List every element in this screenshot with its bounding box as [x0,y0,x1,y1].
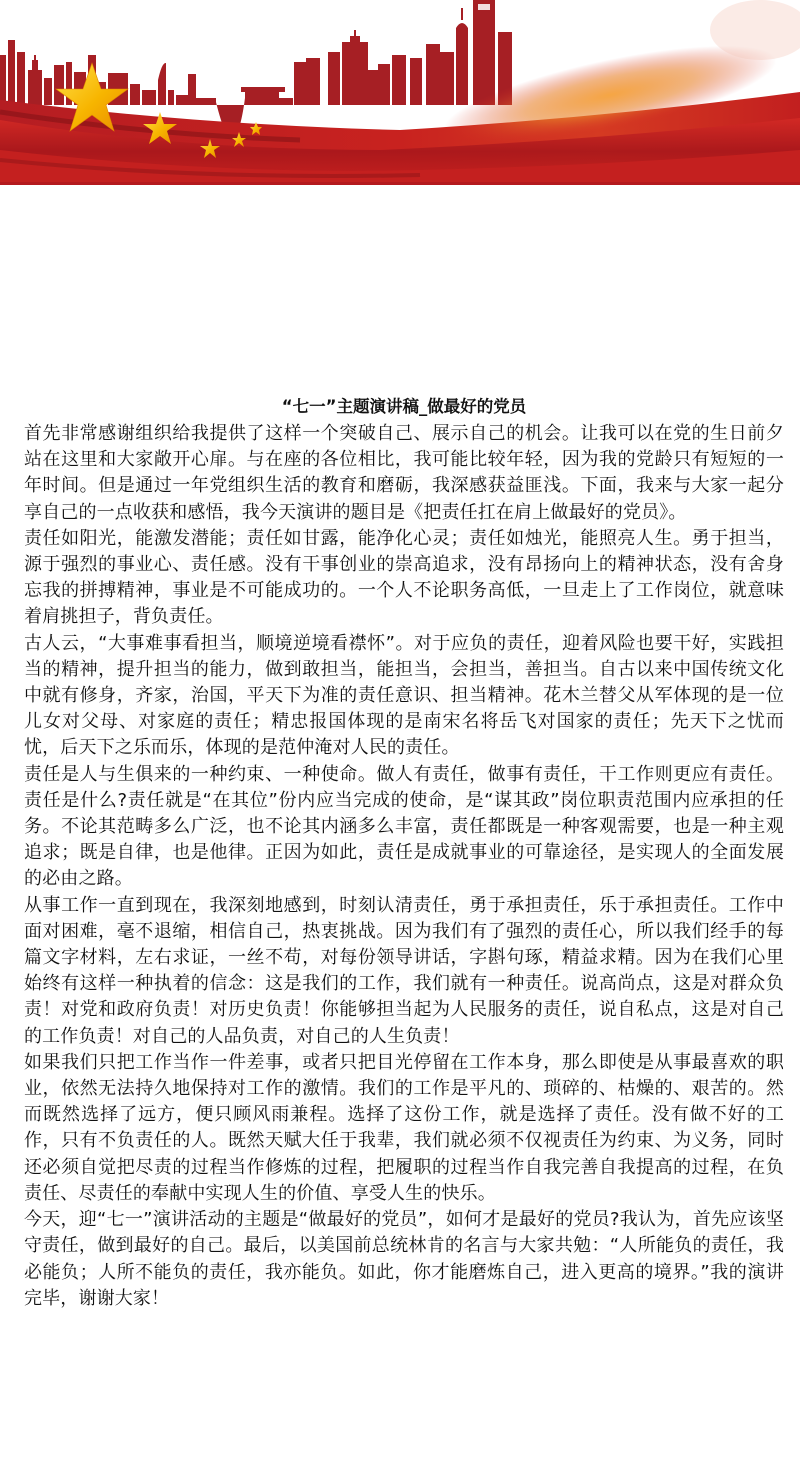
paragraph-opening: 首先非常感谢组织给我提供了这样一个突破自己、展示自己的机会。让我可以在党的生日前夕站在这里和大家敞开心扉。与在座的各位相比，我可能比较年轻，因为我的党龄只有短短的一年时间。但是通过一年党组织生活的教育和磨砺，我深感获益匪浅。下面，我来与大家一起分享自己的一点收获和感悟，我今天演讲的题目是《把责任扛在肩上做最好的党员》。 [24,423,784,523]
paragraph-closing: 今天，迎“七一”演讲活动的主题是“做最好的党员”，如何才是最好的党员?我认为，首先应该坚守责任，做到最好的自己。最后，以美国前总统林肯的名言与大家共勉：“人所能负的责任，我必能负；人所不能负的责任，我亦能负。如此，你才能磨炼自己，进入更高的境界。”我的演讲完毕，谢谢大家！ [24,1209,784,1309]
paragraph-work-attitude: 如果我们只把工作当作一件差事，或者只把目光停留在工作本身，那么即使是从事最喜欢的职业，依然无法持久地保持对工作的激情。我们的工作是平凡的、琐碎的、枯燥的、艰苦的。然而既然选择了远方，便只顾风雨兼程。选择了这份工作，就是选择了责任。没有做不好的工作，只有不负责任的人。既然天赋大任于我辈，我们就必须不仅视责任为约束、为义务，同时还必须自觉把尽责的过程当作修炼的过程，把履职的过程当作自我完善自我提高的过程，在负责任、尽责任的奉献中实现人生的价值、享受人生的快乐。 [24,1051,784,1204]
city-skyline-banner [0,0,800,185]
paragraph-ancient-wisdom: 古人云，“大事难事看担当，顺境逆境看襟怀”。对于应负的责任，迎着风险也要干好，实践担当的精神，提升担当的能力，做到敢担当，能担当，会担当，善担当。自古以来中国传统文化中就有修身，齐家，治国，平天下为准的责任意识、担当精神。花木兰替父从军体现的是一位儿女对父母、对家庭的责任；精忠报国体现的是南宋名将岳飞对国家的责任；先天下之忧而忧，后天下之乐而乐，体现的是范仲淹对人民的责任。 [24,632,784,759]
paragraph-work-experience: 从事工作一直到现在，我深刻地感到，时刻认清责任，勇于承担责任，乐于承担责任。工作中面对困难，毫不退缩，相信自己，热衷挑战。因为我们有了强烈的责任心，所以我们经手的每篇文字材料，左右求证，一丝不苟，对每份领导讲话，字斟句琢，精益求精。因为在我们心里始终有这样一种执着的信念：这是我们的工作，我们就有一种责任。说高尚点，这是对群众负责！对党和政府负责！对历史负责！你能够担当起为人民服务的责任，说自私点，这是对自己的工作负责！对自己的人品负责，对自己的人生负责！ [24,894,784,1047]
header-banner [0,0,800,185]
skyline-right [294,0,512,105]
paragraph-what-is-responsibility: 责任是人与生俱来的一种约束、一种使命。做人有责任，做事有责任，干工作则更应有责任。责任是什么?责任就是“在其位”份内应当完成的使命，是“谋其政”岗位职责范围内应承担的任务。不论其范畴多么广泛，也不论其内涵多么丰富，责任都既是一种客观需要，也是一种主观追求；既是自律，也是他律。正因为如此，责任是成就事业的可靠途径，是实现人的全面发展的必由之路。 [24,763,784,890]
document-title: “七一”主题演讲稿_做最好的党员 [281,397,527,416]
paragraph-responsibility-light: 责任如阳光，能激发潜能；责任如甘露，能净化心灵；责任如烛光，能照亮人生。勇于担当，源于强烈的事业心、责任感。没有干事创业的崇高追求，没有昂扬向上的精神状态，没有舍身忘我的拼搏精神，事业是不可能成功的。一个人不论职务高低，一旦走上了工作岗位，就意味着肩挑担子，背负责任。 [24,527,784,628]
speech-document [24,395,784,1312]
